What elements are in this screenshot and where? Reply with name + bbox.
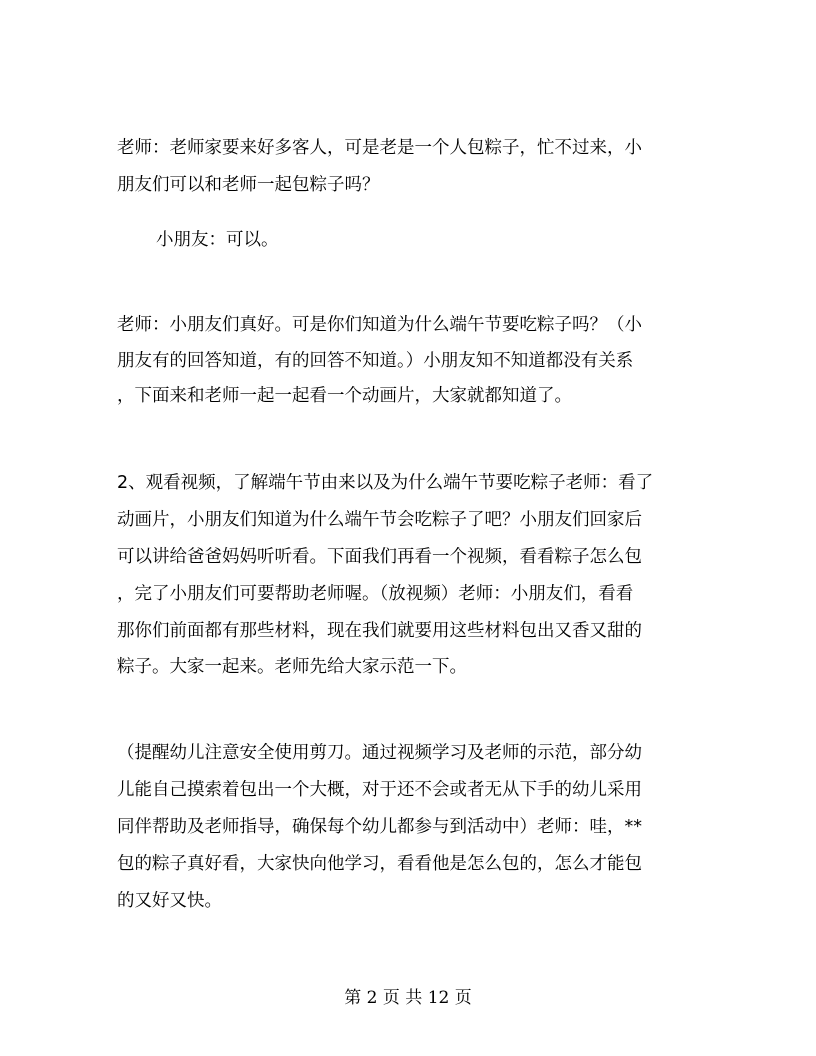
paragraph-4-line-5: 那你们前面都有那些材料，现在我们就要用这些材料包出又香又甜的 [117, 621, 642, 641]
paragraph-3-line-1: 老师：小朋友们真好。可是你们知道为什么端午节要吃粽子吗？（小 [117, 315, 642, 335]
paragraph-5-line-2: 儿能自己摸索着包出一个大概，对于还不会或者无从下手的幼儿采用 [117, 780, 642, 800]
paragraph-5-line-5: 的又好又快。 [117, 891, 222, 911]
paragraph-4-line-6: 粽子。大家一起来。老师先给大家示范一下。 [117, 657, 467, 677]
page-number-footer: 第 2 页 共 12 页 [344, 988, 472, 1008]
paragraph-5-line-1: （提醒幼儿注意安全使用剪刀。通过视频学习及老师的示范，部分幼 [117, 743, 642, 763]
paragraph-4-line-4: ，完了小朋友们可要帮助老师喔。（放视频）老师：小朋友们，看看 [117, 584, 634, 604]
paragraph-4-line-1: 2、观看视频，了解端午节由来以及为什么端午节要吃粽子老师：看了 [117, 473, 654, 493]
paragraph-5-line-4: 包的粽子真好看，大家快向他学习，看看他是怎么包的，怎么才能包 [117, 854, 642, 874]
paragraph-3-line-3: ，下面来和老师一起一起看一个动画片，大家就都知道了。 [117, 386, 572, 406]
paragraph-4-line-2: 动画片，小朋友们知道为什么端午节会吃粽子了吧？小朋友们回家后 [117, 510, 642, 530]
paragraph-2-line-1: 小朋友：可以。 [156, 230, 279, 250]
paragraph-1-line-1: 老师：老师家要来好多客人，可是老是一个人包粽子，忙不过来，小 [117, 138, 642, 158]
paragraph-3-line-2: 朋友有的回答知道，有的回答不知道。）小朋友知不知道都没有关系 [117, 351, 634, 371]
paragraph-1-line-2: 朋友们可以和老师一起包粽子吗？ [117, 175, 380, 195]
paragraph-4-line-3: 可以讲给爸爸妈妈听听看。下面我们再看一个视频，看看粽子怎么包 [117, 547, 642, 567]
paragraph-5-line-3: 同伴帮助及老师指导，确保每个幼儿都参与到活动中）老师：哇，** [117, 817, 642, 837]
